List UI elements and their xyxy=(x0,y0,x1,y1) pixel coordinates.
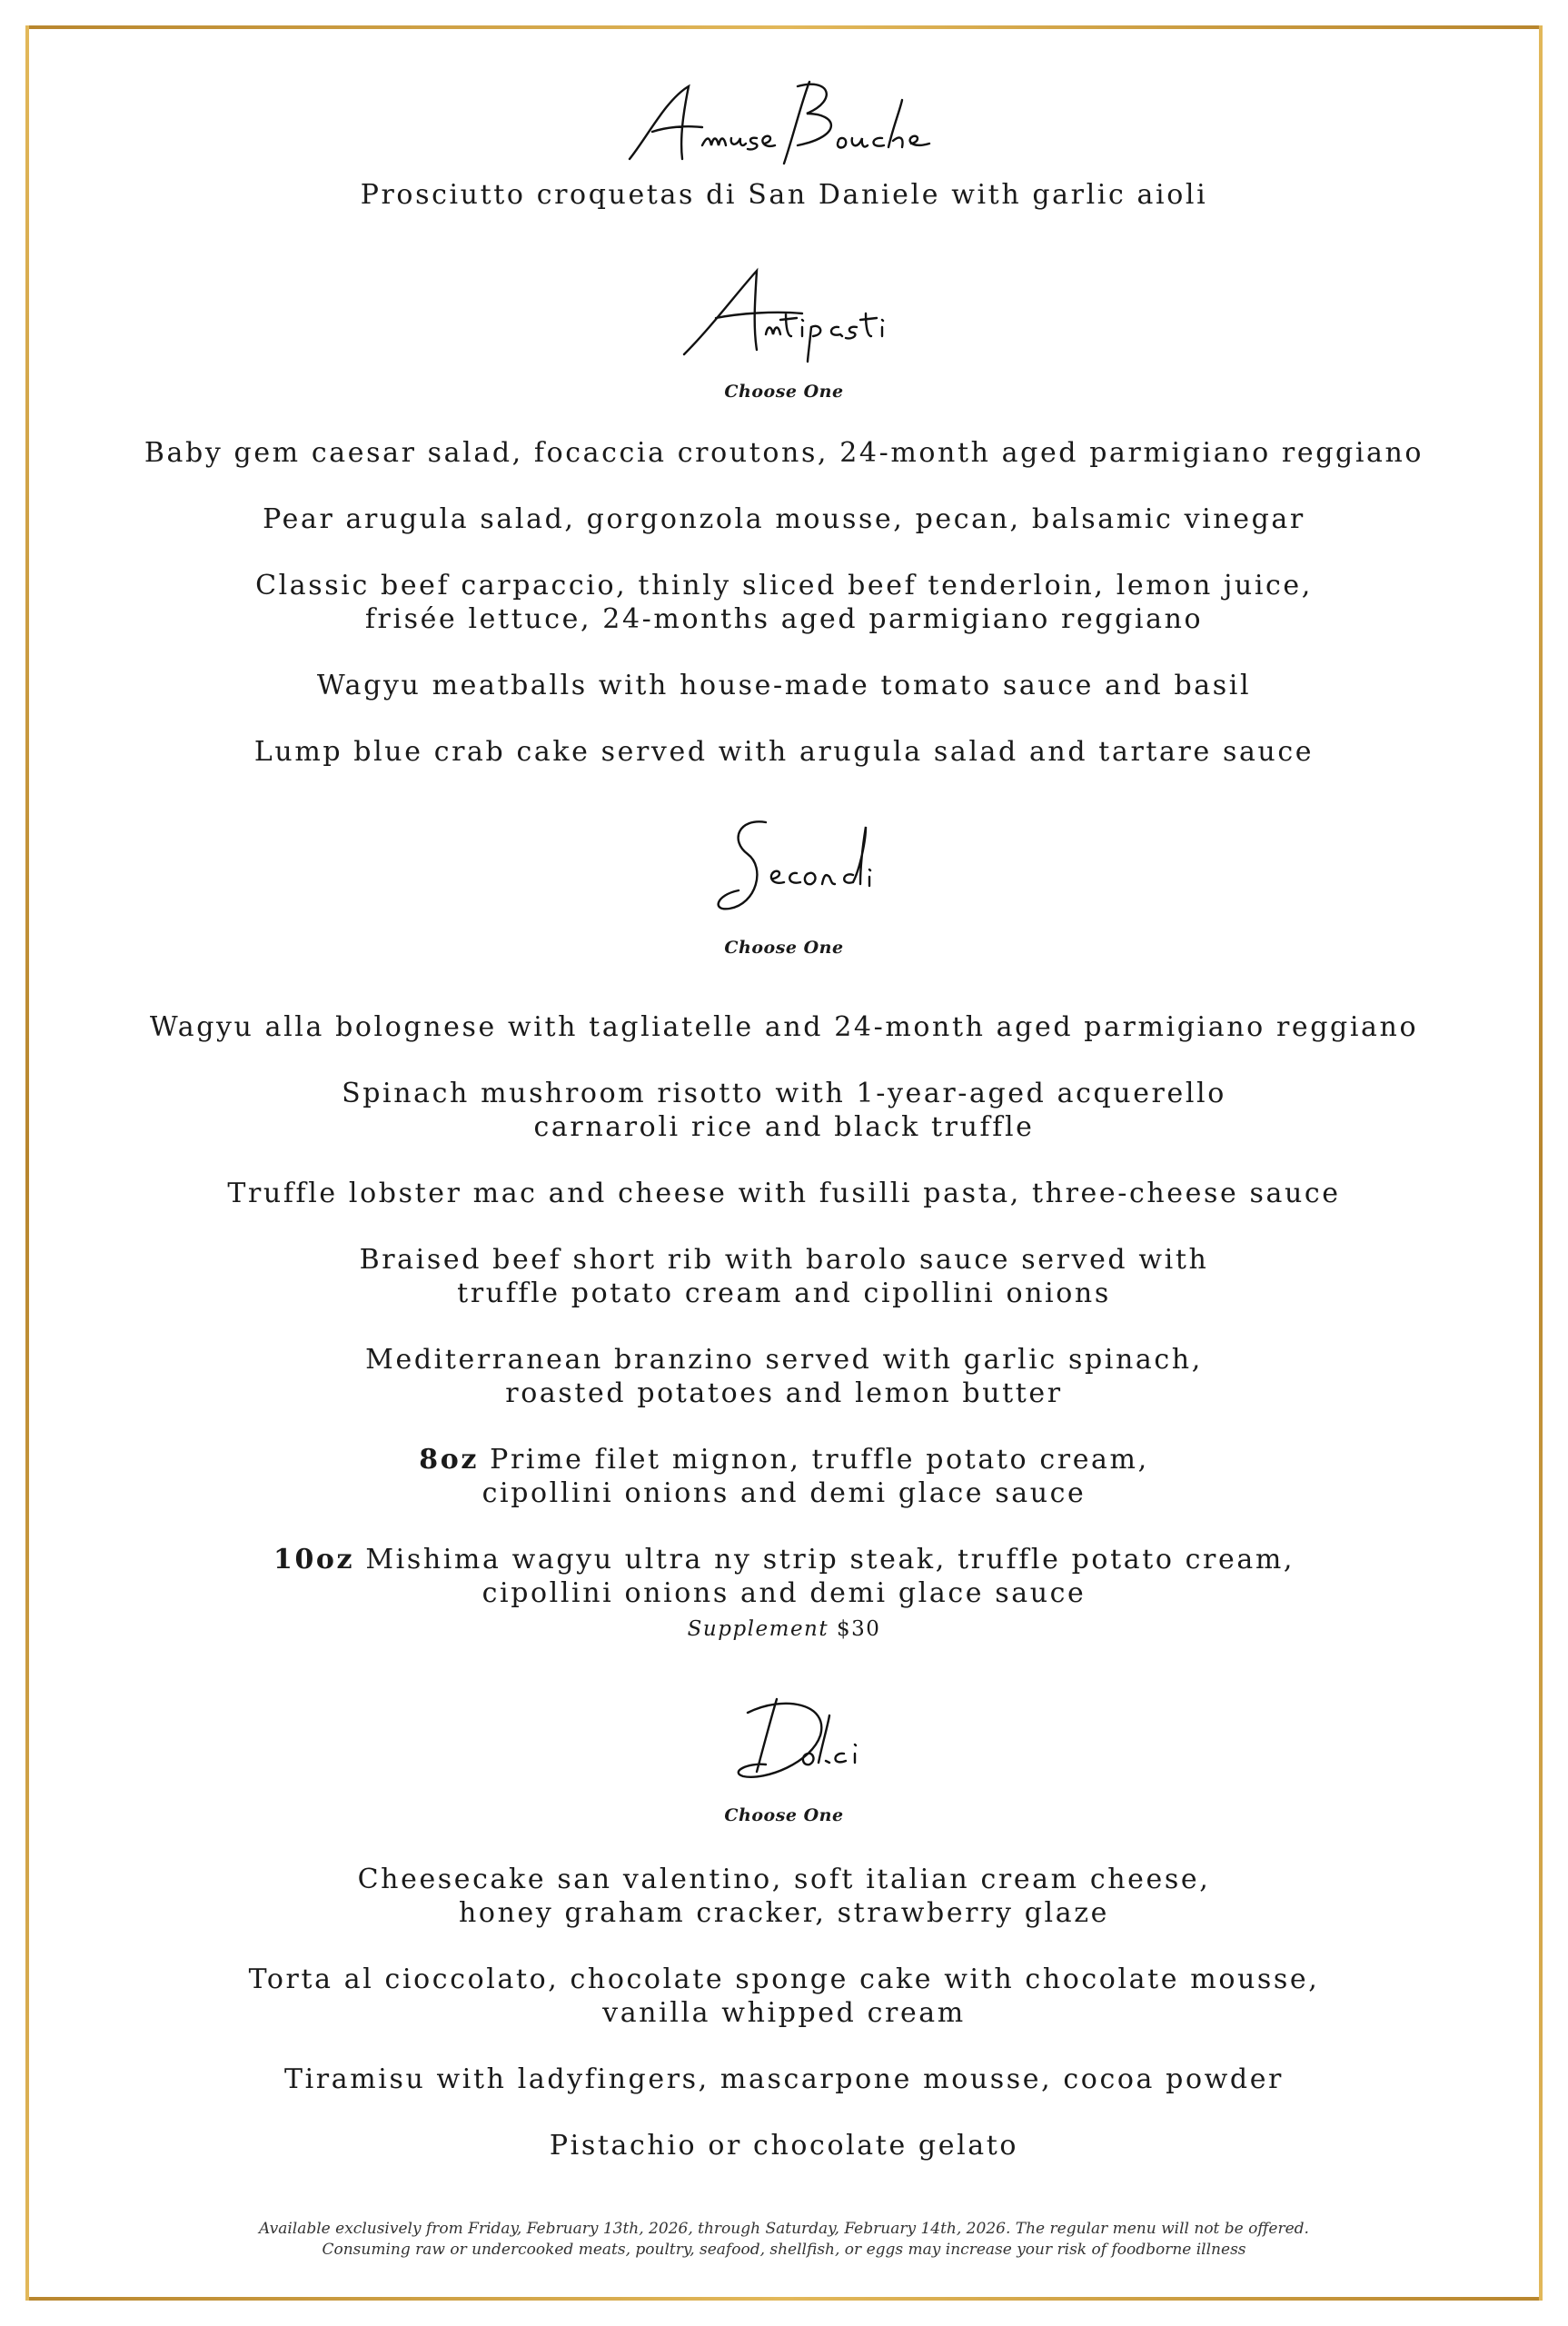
footer-health-warning: Consuming raw or undercooked meats, poultry, seafood, shellfish, or eggs may increase your risk of foodborne illness xyxy=(322,2241,1246,2259)
secondi-item-7-text: Mishima wagyu ultra ny strip steak, truffle potato cream, xyxy=(365,1544,1295,1576)
secondi-item-2-line-1: Spinach mushroom risotto with 1-year-aged acquerello xyxy=(342,1078,1226,1109)
dolci-item-1-line-2: honey graham cracker, strawberry glaze xyxy=(459,1897,1109,1929)
antipasti-item-5: Lump blue crab cake served with arugula salad and tartare sauce xyxy=(253,736,1315,768)
dolci-item-4: Pistachio or chocolate gelato xyxy=(549,2130,1019,2162)
secondi-item-7-weight: 10oz xyxy=(273,1544,355,1576)
frame-top-border xyxy=(25,25,1543,29)
secondi-item-6-text: Prime filet mignon, truffle potato cream, xyxy=(490,1444,1149,1476)
supplement-note xyxy=(0,1617,1568,1641)
secondi-item-4-line-1: Braised beef short rib with barolo sauce served with xyxy=(359,1244,1209,1276)
antipasti-item-4: Wagyu meatballs with house-made tomato sauce and basil xyxy=(316,670,1252,701)
antipasti-choose-one: Choose One xyxy=(724,382,844,402)
supplement-price: $30 xyxy=(836,1617,881,1641)
secondi-item-6-weight: 8oz xyxy=(419,1444,480,1476)
secondi-item-1: Wagyu alla bolognese with tagliatelle and 24-month aged parmigiano reggiano xyxy=(149,1011,1419,1043)
antipasti-item-3-line-2: frisée lettuce, 24-months aged parmigiano reggiano xyxy=(364,603,1204,635)
dolci-item-3: Tiramisu with ladyfingers, mascarpone mousse, cocoa powder xyxy=(283,2063,1284,2095)
secondi-choose-one: Choose One xyxy=(724,938,844,958)
secondi-item-6-line-1 xyxy=(0,1443,1568,1477)
dolci-item-2-line-1: Torta al cioccolato, chocolate sponge cake with chocolate mousse, xyxy=(248,1963,1320,1995)
supplement-label: Supplement xyxy=(687,1617,829,1641)
secondi-item-5-line-1: Mediterranean branzino served with garlic spinach, xyxy=(365,1344,1203,1376)
dolci-item-1-line-1: Cheesecake san valentino, soft italian cream cheese, xyxy=(357,1864,1211,1895)
secondi-item-2-line-2: carnaroli rice and black truffle xyxy=(533,1111,1035,1143)
antipasti-item-1: Baby gem caesar salad, focaccia croutons, 24-month aged parmigiano reggiano xyxy=(144,437,1424,469)
amuse-bouche-item: Prosciutto croquetas di San Daniele with garlic aioli xyxy=(360,179,1208,211)
secondi-item-7-line-2: cipollini onions and demi glace sauce xyxy=(481,1577,1087,1609)
heading-antipasti xyxy=(0,263,1568,391)
heading-dolci xyxy=(0,1690,1568,1817)
secondi-item-6-line-2: cipollini onions and demi glace sauce xyxy=(481,1477,1087,1509)
dolci-choose-one: Choose One xyxy=(724,1805,844,1825)
antipasti-item-2: Pear arugula salad, gorgonzola mousse, pecan, balsamic vinegar xyxy=(263,503,1305,535)
footer-availability-note: Available exclusively from Friday, February 13th, 2026, through Saturday, February 14th, 2026. The regular menu will not be offered. xyxy=(259,2220,1309,2238)
antipasti-item-3-line-1: Classic beef carpaccio, thinly sliced beef tenderloin, lemon juice, xyxy=(255,570,1313,601)
secondi-item-4-line-2: truffle potato cream and cipollini onions xyxy=(457,1277,1111,1309)
heading-secondi xyxy=(0,813,1568,940)
secondi-item-5-line-2: roasted potatoes and lemon butter xyxy=(505,1377,1063,1409)
dolci-item-2-line-2: vanilla whipped cream xyxy=(602,1997,966,2029)
frame-bottom-border xyxy=(25,2297,1543,2301)
secondi-item-3: Truffle lobster mac and cheese with fusilli pasta, three-cheese sauce xyxy=(227,1178,1341,1209)
secondi-item-7-line-1 xyxy=(0,1543,1568,1577)
